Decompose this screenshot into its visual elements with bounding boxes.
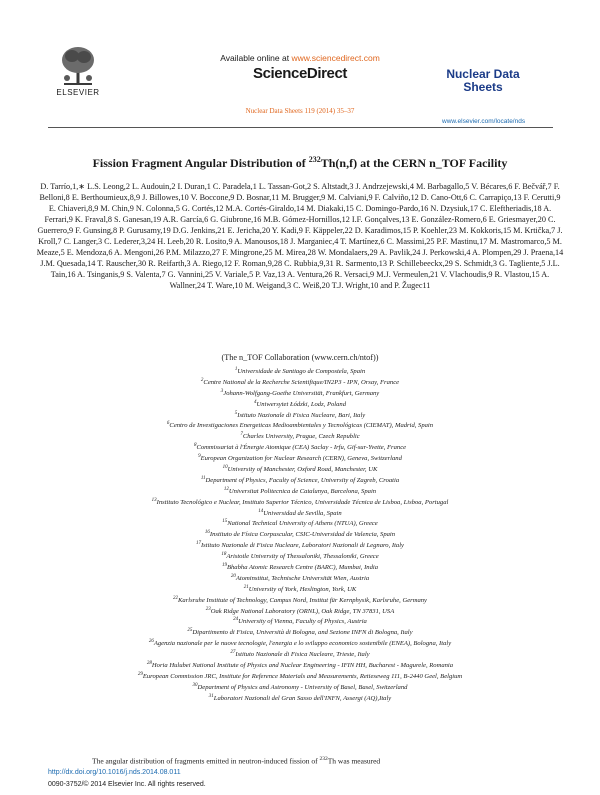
affiliation-item [36, 508, 564, 519]
affiliation-text: Oak Ridge National Laboratory (ORNL), Oak Ridge, TN 37831, USA [210, 607, 395, 615]
affiliation-item [36, 464, 564, 475]
affiliation-item [36, 410, 564, 421]
affiliation-number: 26 [148, 639, 154, 645]
abstract-text-start: The angular distribution of fragments emitted in neutron-induced fission of [92, 756, 320, 766]
affiliation-number: 17 [195, 541, 201, 547]
affiliation-text: European Commission JRC, Institute for Reference Materials and Measurements, Retieseweg 111, B-2440 Geel, Belgium [142, 673, 463, 681]
affiliation-number: 3 [220, 388, 224, 394]
affiliation-number: 6 [166, 421, 170, 427]
affiliation-text: Commissariat à l'Énergie Atomique (CEA) Saclay - Irfu, Gif-sur-Yvette, France [196, 444, 407, 452]
affiliation-number: 21 [243, 584, 249, 590]
abstract-text-end: Th was measured [327, 756, 381, 766]
affiliation-item [36, 562, 564, 573]
affiliation-number: 24 [233, 617, 239, 623]
affiliation-number: 5 [234, 410, 238, 416]
affiliation-text: University of York, Heslington, York, UK [248, 586, 357, 593]
sciencedirect-link[interactable]: www.sciencedirect.com [291, 53, 380, 63]
affiliation-text: Instituto Tecnológico e Nuclear, Instituto Superior Técnico, Universidade Técnica de Lisboa, Lisboa, Portugal [156, 498, 449, 506]
affiliation-item [36, 551, 564, 562]
header-divider [48, 127, 553, 128]
affiliation-number: 30 [192, 682, 198, 688]
affiliation-text: Instituto de Física Corpuscular, CSIC-Universidad de Valencia, Spain [209, 531, 396, 539]
affiliation-number: 1 [234, 367, 238, 372]
affiliation-number: 14 [258, 508, 264, 514]
affiliation-number: 8 [193, 443, 197, 449]
affiliation-text: Johann-Wolfgang-Goethe Universität, Frankfurt, Germany [223, 389, 380, 397]
doi-link[interactable]: http://dx.doi.org/10.1016/j.nds.2014.08.011 [48, 769, 181, 776]
affiliation-text: Centre National de la Recherche Scientifique/IN2P3 - IPN, Orsay, France [203, 379, 400, 387]
affiliation-number: 4 [253, 399, 257, 405]
affiliation-text: Dipartimento di Fisica, Università di Bologna, and Sezione INFN di Bologna, Italy [192, 629, 413, 637]
abstract-start [92, 756, 562, 766]
affiliation-text: Department of Physics, Faculty of Science, University of Zagreb, Croatia [205, 477, 400, 485]
affiliation-number: 19 [221, 563, 227, 569]
affiliation-item [36, 616, 564, 627]
journal-reference[interactable]: Nuclear Data Sheets 119 (2014) 35–37 [245, 107, 355, 115]
affiliation-text: Universidad de Sevilla, Spain [263, 509, 342, 517]
affiliation-number: 31 [208, 693, 214, 699]
affiliation-item [36, 606, 564, 617]
affiliation-text: European Organization for Nuclear Research (CERN), Geneva, Switzerland [200, 455, 402, 463]
affiliation-text: Horia Hulubei National Institute of Physics and Nuclear Engineering - IFIN HH, Bucharest - Magurele, Romania [151, 662, 454, 670]
affiliation-number: 28 [146, 661, 152, 667]
affiliation-text: Istituto Nazionale di Fisica Nucleare, Trieste, Italy [235, 651, 370, 659]
affiliation-text: Aristotle University of Thessaloniki, Thessaloniki, Greece [226, 553, 379, 561]
affiliation-text: Charles University, Prague, Czech Republic [242, 433, 360, 441]
availability-line [200, 53, 400, 63]
article-title [40, 155, 560, 171]
affiliation-item [36, 638, 564, 649]
affiliation-text: University of Vienna, Faculty of Physics, Austria [238, 618, 367, 626]
affiliation-item [36, 540, 564, 551]
affiliation-number: 25 [187, 628, 193, 634]
affiliation-text: Agenzia nazionale per le nuove tecnologie, l'energia e lo sviluppo economico sostenibile (ENEA), Bologna, Italy [153, 640, 452, 648]
affiliation-number: 20 [230, 573, 236, 579]
affiliation-text: Uniwersytet Łódzki, Lodz, Poland [256, 400, 347, 408]
affiliation-number: 22 [173, 595, 178, 601]
availability-prefix: Available online at [220, 53, 290, 63]
affiliation-text: Universitat Politecnica de Catalunya, Barcelona, Spain [228, 487, 377, 495]
abstract-isotope-mass: 232 [319, 756, 328, 762]
affiliation-item [36, 399, 564, 410]
elsevier-tree-logo [58, 44, 98, 86]
affiliation-item [36, 649, 564, 660]
title-text-start: Fission Fragment Angular Distribution of [92, 156, 309, 170]
affiliation-item [36, 388, 564, 399]
affiliation-number: 9 [198, 454, 201, 460]
affiliation-item [36, 377, 564, 388]
affiliation-text: Bhabha Atomic Research Centre (BARC), Mumbai, India [226, 564, 378, 572]
affiliation-item [36, 627, 564, 638]
affiliation-text: Department of Physics and Astronomy - University of Basel, Basel, Switzerland [197, 684, 408, 692]
journal-name-logo: Nuclear Data Sheets [446, 67, 520, 94]
affiliation-item [36, 660, 564, 671]
affiliation-number: 27 [230, 650, 236, 656]
affiliation-item [36, 366, 564, 377]
affiliation-number: 7 [240, 432, 243, 438]
affiliation-item [36, 693, 564, 704]
affiliation-item [36, 595, 564, 606]
affiliation-text: Atominstitut, Technische Universität Wien, Austria [235, 575, 370, 583]
author-list: D. Tarrío,1,∗ L.S. Leong,2 L. Audouin,2 I. Duran,1 C. Paradela,1 L. Tassan-Got,2 S. Altstadt,3 J. Andrzejewski,4 M. Barbagallo,5 V. Bécares,6 F. Bečvář,7 F. Belloni,8 E. Berthoumieux,8,9 J. Billowes,10 V. Boccone,9 D. Bosnar,11 M. Brugger,9 M. Calviani,9 F. Calviño,12 D. Cano-Ott,6 C. Carrapiço,13 F. Cerutti,9 E. Chiaveri,8,9 M. Chin,9 N. Colonna,5 G. Cortés,12 M.A. Cortés-Giraldo,14 M. Diakaki,15 C. Domingo-Pardo,16 N. Dzysiuk,17 C. Eleftheriadis,18 A. Ferrari,9 K. Fraval,8 S. Ganesan,19 A.R. García,6 G. Giubrone,16 M.B. Gómez-Hornillos,12 I.F. Gonçalves,13 E. González-Romero,6 E. Griesmayer,20 C. Guerrero,9 F. Gunsing,8 P. Gurusamy,19 D.G. Jenkins,21 E. Jericha,20 Y. Kadi,9 F. Käppeler,22 D. Karadimos,15 P. Koehler,23 M. Kokkoris,15 M. Krtička,7 J. Kroll,7 C. Langer,3 C. Lederer,3,24 H. Leeb,20 R. Losito,9 A. Manousos,18 J. Marganiec,4 T. Martínez,6 C. Massimi,25 P.F. Mastinu,17 M. Mastromarco,5 M. Meaze,5 E. Mendoza,6 A. Mengoni,26 P.M. Milazzo,27 F. Mingrone,25 M. Mirea,28 W. Mondalaers,29 A. Pavlik,24 J. Perkowski,4 A. Plompen,29 J. Praena,14 J.M. Quesada,14 T. Rauscher,30 R. Reifarth,3 A. Riego,12 F. Roman,9,28 C. Rubbia,9,31 R. Sarmento,13 P. Schillebeeckx,29 S. Schmidt,3 G. Tagliente,5 J.L. Tain,16 A. Tsinganis,9 S. Valenta,7 G. Vannini,25 V. Variale,5 P. Vaz,13 A. Ventura,26 R. Versaci,9 M.J. Vermeulen,21 V. Vlachoudis,9 R. Vlastou,15 A. Wallner,24 T. Ware,10 M. Weigand,3 C. Weiß,20 T.J. Wright,10 and P. Žugec11 [36, 182, 564, 290]
copyright-line: 0090-3752/© 2014 Elsevier Inc. All rights reserved. [48, 781, 206, 788]
affiliation-number: 29 [137, 671, 143, 677]
affiliation-item [36, 682, 564, 693]
affiliation-text: Istituto Nazionale di Fisica Nucleare, Bari, Italy [237, 411, 366, 419]
collaboration-line: (The n_TOF Collaboration (www.cern.ch/ntof)) [221, 353, 379, 362]
affiliation-item [36, 475, 564, 486]
affiliation-number: 12 [223, 486, 229, 492]
affiliation-item [36, 529, 564, 540]
affiliation-list [36, 366, 564, 704]
journal-url[interactable]: www.elsevier.com/locate/nds [442, 118, 526, 125]
affiliation-text: Universidade de Santiago de Compostela, Spain [237, 368, 366, 376]
affiliation-text: Laboratori Nazionali del Gran Sasso dell'INFN, Assergi (AQ),Italy [213, 694, 392, 702]
affiliation-item [36, 453, 564, 464]
affiliation-item [36, 671, 564, 682]
affiliation-item [36, 518, 564, 529]
affiliation-item [36, 573, 564, 584]
affiliation-text: Centro de Investigaciones Energeticas Medioambientales y Tecnológicas (CIEMAT), Madrid, Spain [169, 422, 434, 430]
affiliation-item [36, 420, 564, 431]
affiliation-number: 13 [151, 497, 157, 503]
affiliation-number: 18 [221, 552, 227, 558]
sciencedirect-brand: ScienceDirect [252, 65, 348, 82]
affiliation-number: 23 [205, 606, 211, 612]
affiliation-item [36, 442, 564, 453]
publisher-name: ELSEVIER [56, 88, 100, 97]
affiliation-number: 16 [204, 530, 210, 536]
affiliation-item [36, 497, 564, 508]
affiliation-number: 2 [200, 377, 204, 383]
affiliation-item [36, 431, 564, 442]
affiliation-item [36, 584, 564, 595]
title-isotope-mass: 232 [308, 155, 321, 164]
affiliation-text: Istituto Nazionale di Fisica Nucleare, Laboratori Nazionali di Legnaro, Italy [200, 542, 404, 550]
affiliation-text: Karlsruhe Institute of Technology, Campus Nord, Institut für Kernphysik, Karlsruhe, Germany [178, 596, 427, 604]
affiliation-text: University of Manchester, Oxford Road, Manchester, UK [227, 466, 378, 474]
affiliation-text: National Technical University of Athens (NTUA), Greece [227, 520, 378, 528]
affiliation-number: 11 [200, 475, 206, 481]
affiliation-item [36, 486, 564, 497]
title-text-end: Th(n,f) at the CERN n_TOF Facility [320, 156, 508, 170]
affiliation-number: 15 [222, 519, 228, 525]
affiliation-number: 10 [222, 465, 228, 471]
